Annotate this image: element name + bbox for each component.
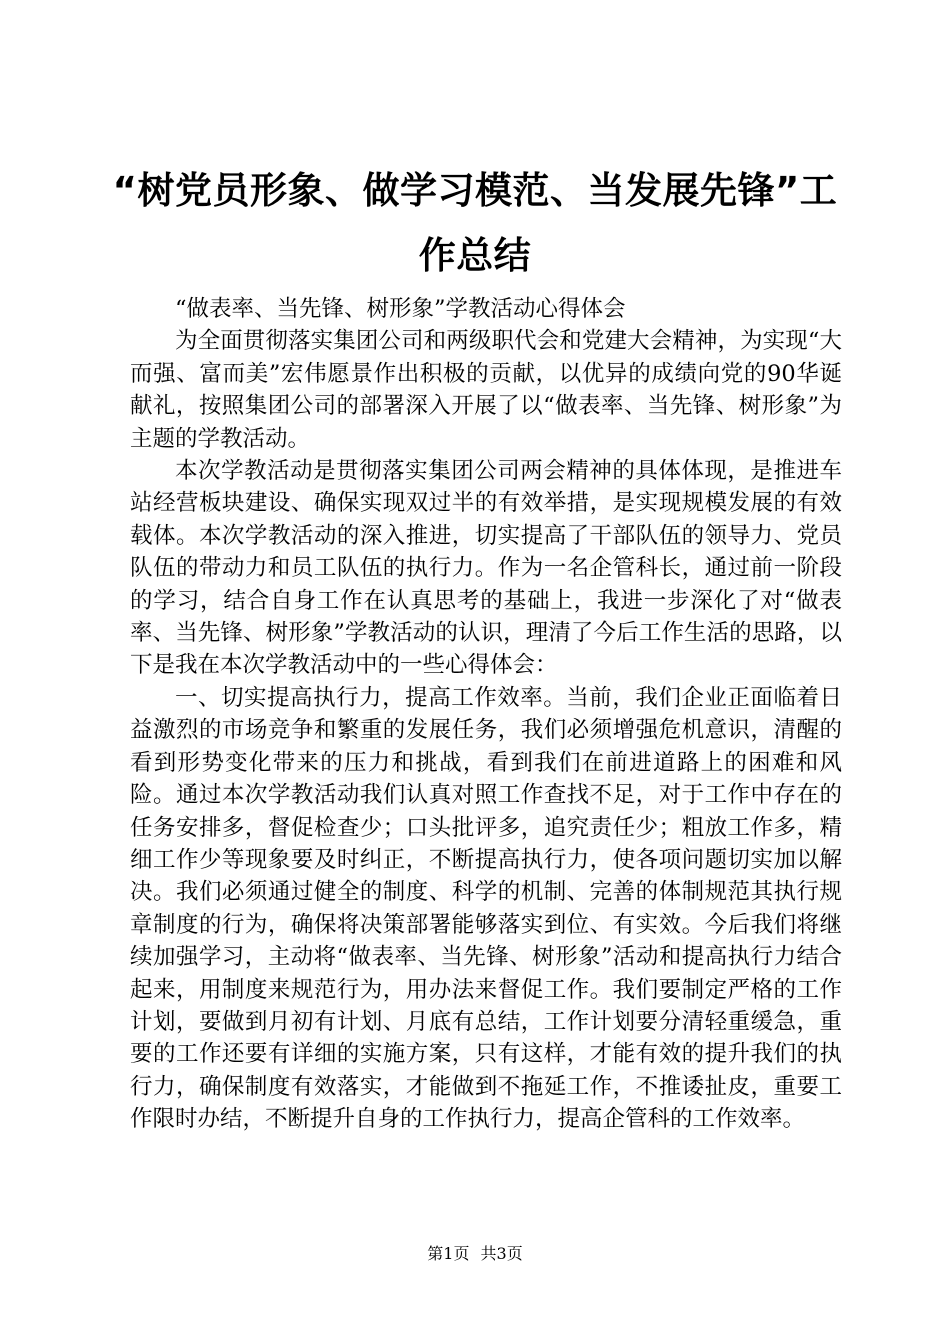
page-number: 第1页 (427, 1244, 470, 1263)
page-footer (0, 1243, 950, 1265)
subtitle-paragraph: “做表率、当先锋、树形象”学教活动心得体会 (175, 296, 626, 322)
body-paragraph: 本次学教活动是贯彻落实集团公司两会精神的具体体现，是推进车站经营板块建设、确保实现双过半的有效举措，是实现规模发展的有效载体。本次学教活动的深入推进，切实提高了干部队伍的领导力、党员队伍的带动力和员工队伍的执行力。作为一名企管科长，通过前一阶段的学习，结合自身工作在认真思考的基础上，我进一步深化了对“做表率、当先锋、树形象”学教活动的认识，理清了今后工作生活的思路，以下是我在本次学教活动中的一些心得体会： (130, 458, 842, 679)
intro-paragraph: 为全面贯彻落实集团公司和两级职代会和党建大会精神，为实现“大而强、富而美”宏伟愿景作出积极的贡献，以优异的成绩向党的90华诞献礼，按照集团公司的部署深入开展了以“做表率、当先锋、树形象”为主题的学教活动。 (130, 328, 842, 452)
document-body (130, 293, 842, 1136)
document-title: “树党员形象、做学习模范、当发展先锋”工作总结 (112, 169, 838, 277)
section-one-paragraph: 一、切实提高执行力，提高工作效率。当前，我们企业正面临着日益激烈的市场竞争和繁重的发展任务，我们必须增强危机意识，清醒的看到形势变化带来的压力和挑战，看到我们在前进道路上的困难和风险。通过本次学教活动我们认真对照工作查找不足，对于工作中存在的任务安排多，督促检查少；口头批评多，追究责任少；粗放工作多，精细工作少等现象要及时纠正，不断提高执行力，使各项问题切实加以解决。我们必须通过健全的制度、科学的机制、完善的体制规范其执行规章制度的行为，确保将决策部署能够落实到位、有实效。今后我们将继续加强学习，主动将“做表率、当先锋、树形象”活动和提高执行力结合起来，用制度来规范行为，用办法来督促工作。我们要制定严格的工作计划，要做到月初有计划、月底有总结，工作计划要分清轻重缓急，重要的工作还要有详细的实施方案，只有这样，才能有效的提升我们的执行力，确保制度有效落实，才能做到不拖延工作，不推诿扯皮，重要工作限时办结，不断提升自身的工作执行力，提高企管科的工作效率。 (130, 684, 842, 1133)
page-total: 共3页 (480, 1244, 523, 1263)
